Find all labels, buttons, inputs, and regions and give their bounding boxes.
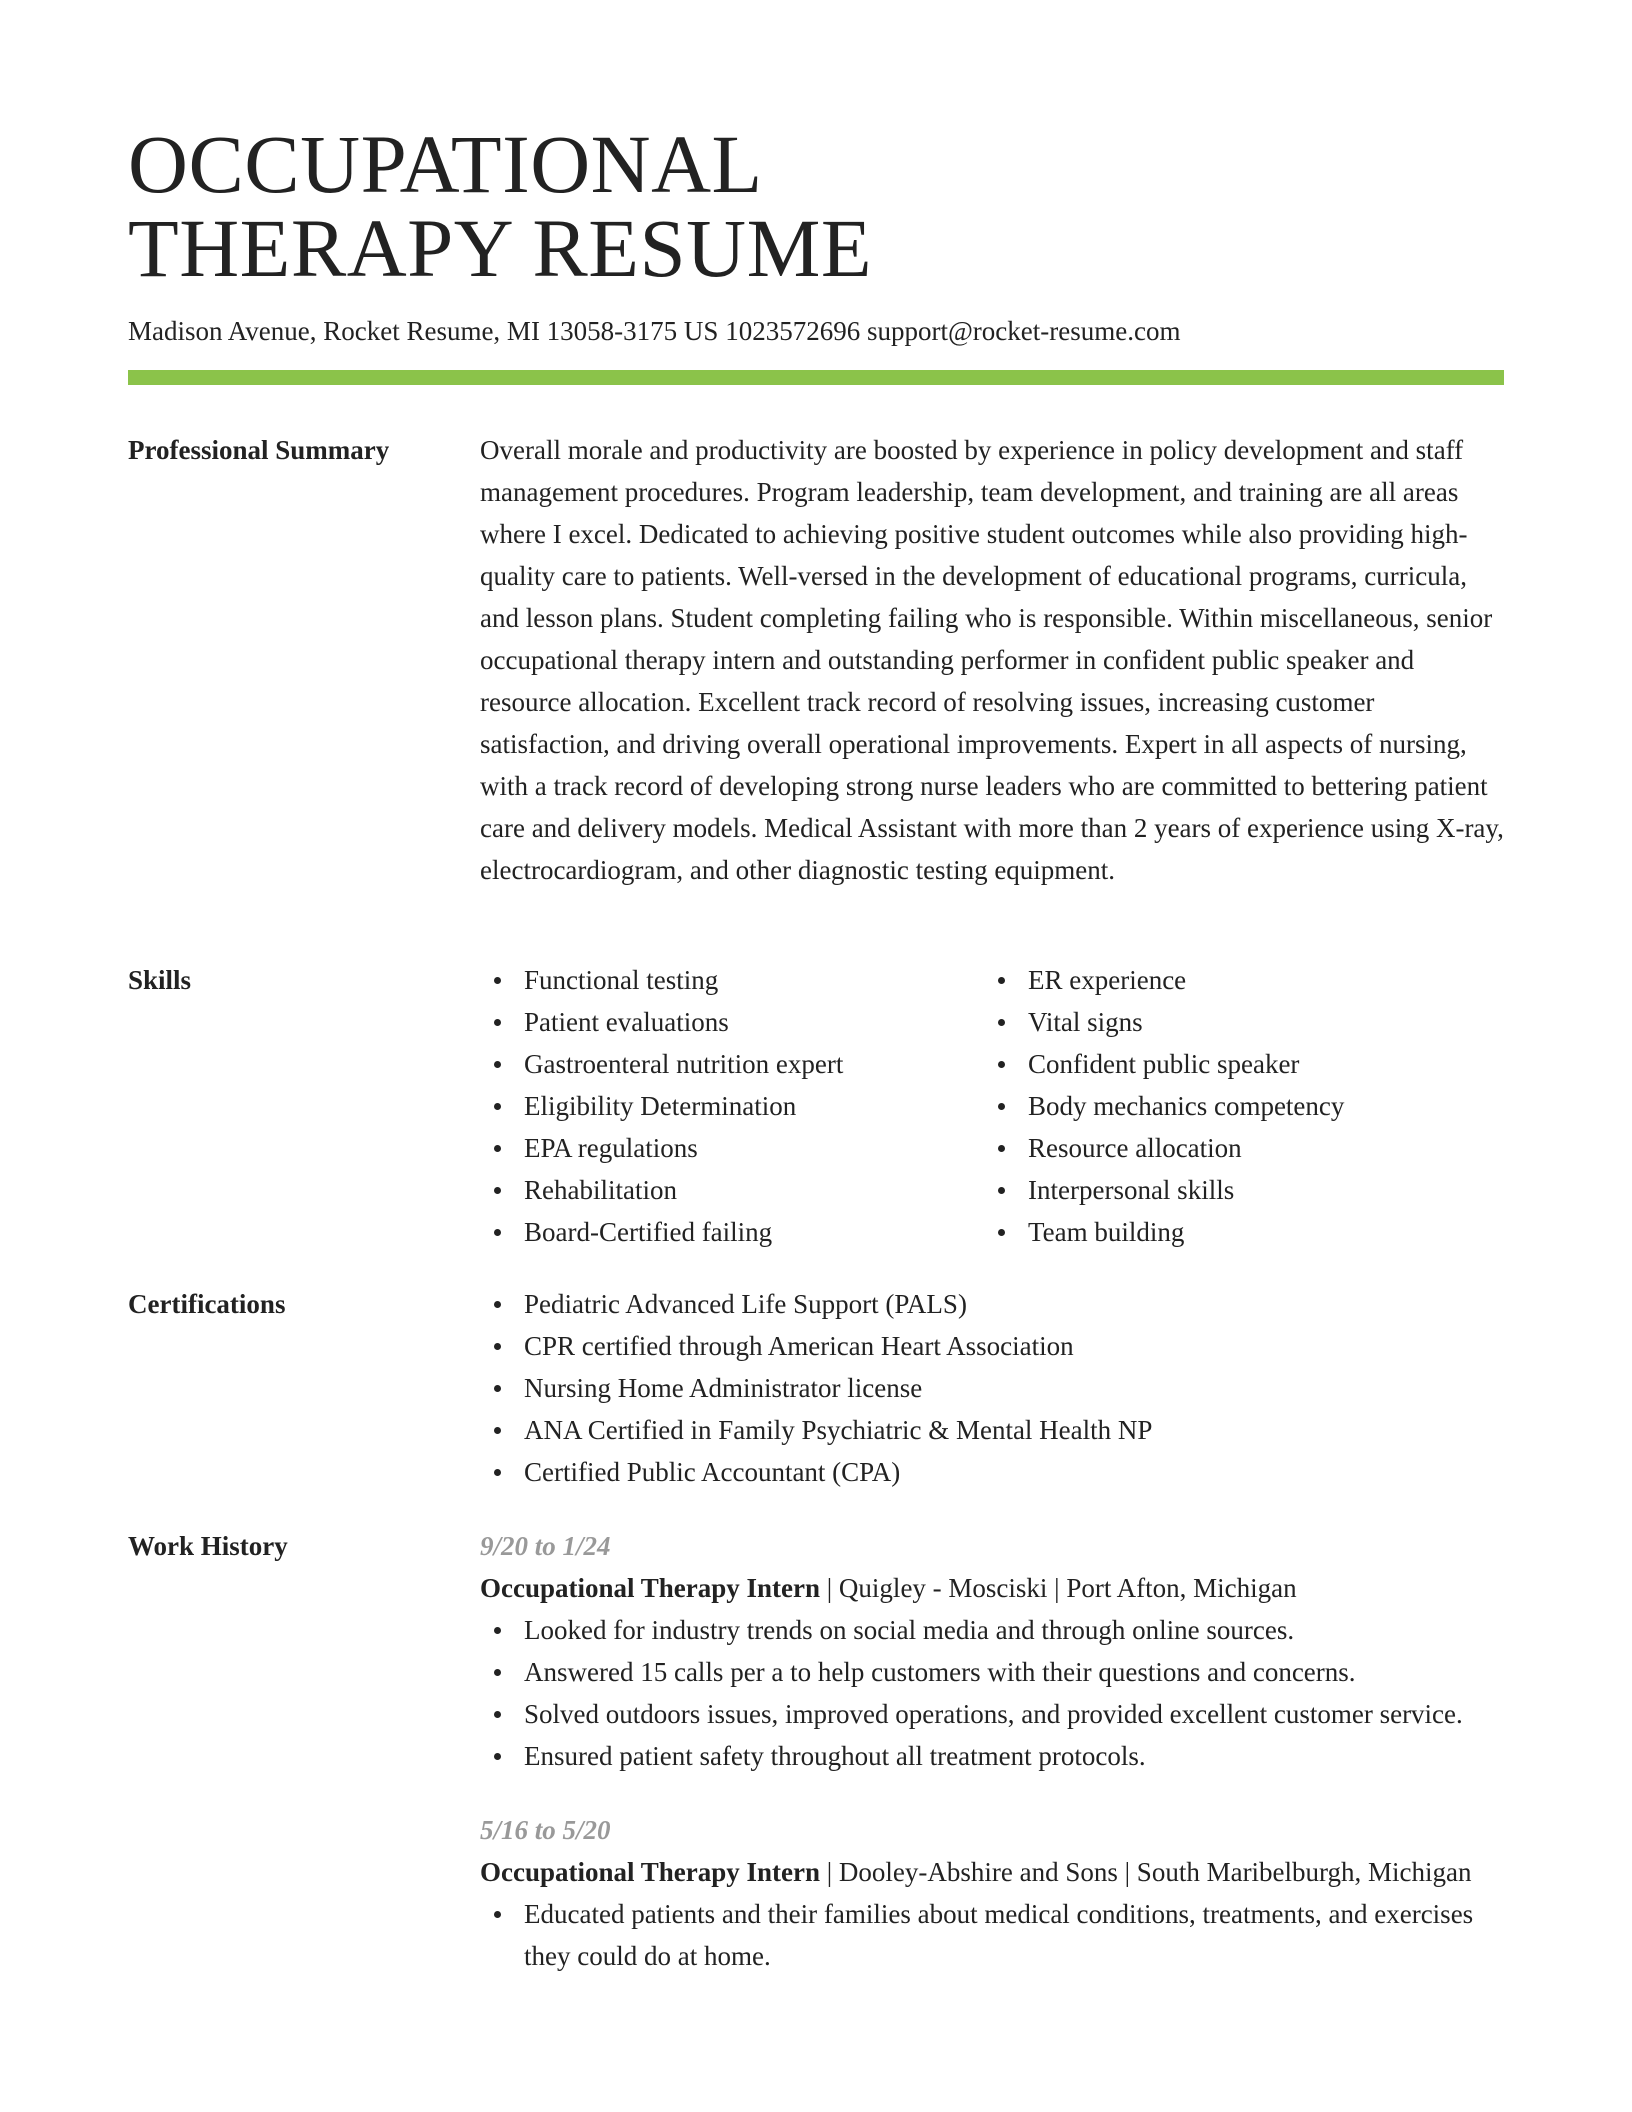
job-employer-location: | Quigley - Mosciski | Port Afton, Michigan	[820, 1573, 1297, 1603]
job-entry	[480, 1525, 1504, 1777]
resume-title	[128, 118, 873, 294]
certification-item: CPR certified through American Heart Association	[480, 1325, 1504, 1367]
job-heading	[480, 1851, 1504, 1893]
resume-title-line-1: OCCUPATIONAL	[128, 118, 763, 210]
section-label-summary: Professional Summary	[128, 435, 390, 465]
skill-item: Vital signs	[984, 1001, 1504, 1043]
skill-item: Team building	[984, 1211, 1504, 1253]
skill-item: Interpersonal skills	[984, 1169, 1504, 1211]
job-duty-item: Answered 15 calls per a to help customers with their questions and concerns.	[480, 1651, 1504, 1693]
skill-item: ER experience	[984, 959, 1504, 1001]
skill-item: Resource allocation	[984, 1127, 1504, 1169]
skill-item: Eligibility Determination	[480, 1085, 984, 1127]
contact-line: Madison Avenue, Rocket Resume, MI 13058-3175 US 1023572696 support@rocket-resume.com	[128, 316, 1181, 346]
job-employer-location: | Dooley-Abshire and Sons | South Maribelburgh, Michigan	[820, 1857, 1472, 1887]
summary-text: Overall morale and productivity are boosted by experience in policy development and staff management procedures. Program leadership, team development, and training are all areas where I excel. Dedicated to achieving positive student outcomes while also providing high-quality care to patients. Well-versed in the development of educational programs, curricula, and lesson plans. Student completing failing who is responsible. Within miscellaneous, senior occupational therapy intern and outstanding performer in confident public speaker and resource allocation. Excellent track record of resolving issues, increasing customer satisfaction, and driving overall operational improvements. Expert in all aspects of nursing, with a track record of developing strong nurse leaders who are committed to bettering patient care and delivery models. Medical Assistant with more than 2 years of experience using X-ray, electrocardiogram, and other diagnostic testing equipment.	[480, 435, 1504, 885]
summary-body	[480, 429, 1504, 891]
skill-item: Gastroenteral nutrition expert	[480, 1043, 984, 1085]
certifications-body	[480, 1283, 1504, 1493]
section-label-skills: Skills	[128, 965, 192, 995]
certification-item: Certified Public Accountant (CPA)	[480, 1451, 1504, 1493]
work-history-body	[480, 1525, 1504, 1977]
certification-item: ANA Certified in Family Psychiatric & Mental Health NP	[480, 1409, 1504, 1451]
skill-item: Patient evaluations	[480, 1001, 984, 1043]
job-duty-item: Solved outdoors issues, improved operations, and provided excellent customer service.	[480, 1693, 1504, 1735]
skill-item: Board-Certified failing	[480, 1211, 984, 1253]
skill-item: Rehabilitation	[480, 1169, 984, 1211]
job-title: Occupational Therapy Intern	[480, 1573, 821, 1603]
skills-body	[480, 959, 1504, 1253]
skills-column-1	[480, 959, 984, 1253]
resume-title-line-2: THERAPY RESUME	[128, 202, 873, 294]
job-title: Occupational Therapy Intern	[480, 1857, 821, 1887]
skills-column-2	[984, 959, 1504, 1253]
skill-item: EPA regulations	[480, 1127, 984, 1169]
job-entry	[480, 1809, 1504, 1977]
job-duty-item: Ensured patient safety throughout all treatment protocols.	[480, 1735, 1504, 1777]
section-label-certifications: Certifications	[128, 1289, 286, 1319]
skill-item: Functional testing	[480, 959, 984, 1001]
certifications-list	[480, 1283, 1504, 1493]
skill-item: Confident public speaker	[984, 1043, 1504, 1085]
certification-item: Pediatric Advanced Life Support (PALS)	[480, 1283, 1504, 1325]
job-dates: 9/20 to 1/24	[480, 1531, 611, 1561]
job-duty-item: Educated patients and their families about medical conditions, treatments, and exercises they could do at home.	[480, 1893, 1504, 1977]
job-dates: 5/16 to 5/20	[480, 1815, 611, 1845]
skill-item: Body mechanics competency	[984, 1085, 1504, 1127]
job-heading	[480, 1567, 1504, 1609]
certification-item: Nursing Home Administrator license	[480, 1367, 1504, 1409]
job-duties-list	[480, 1609, 1504, 1777]
section-label-work-history: Work History	[128, 1531, 288, 1561]
accent-divider	[128, 370, 1504, 385]
job-duty-item: Looked for industry trends on social media and through online sources.	[480, 1609, 1504, 1651]
job-duties-list	[480, 1893, 1504, 1977]
